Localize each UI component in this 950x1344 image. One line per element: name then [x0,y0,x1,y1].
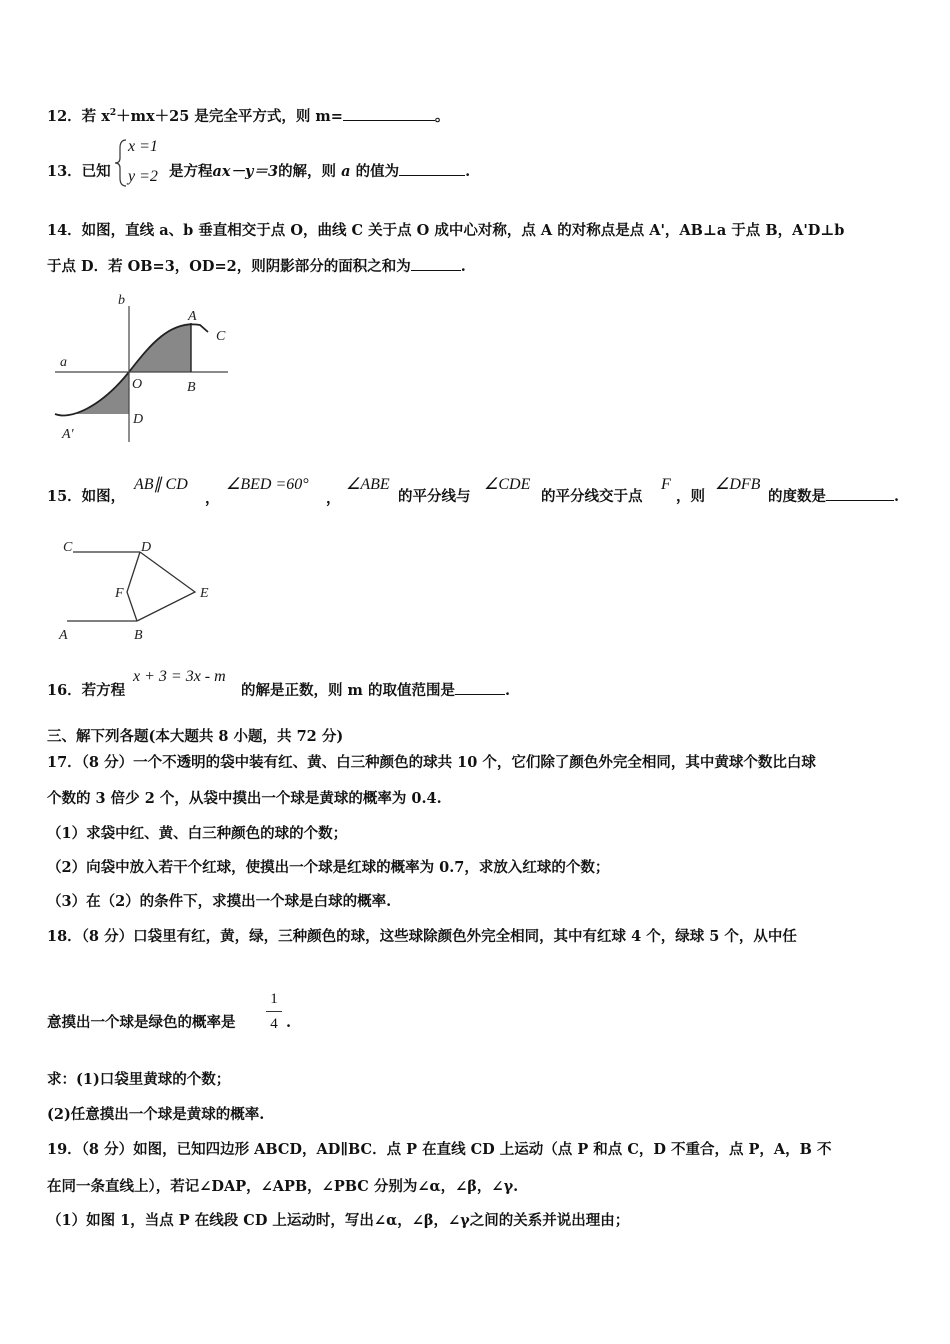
q15-m1: AB∥ CD [134,476,188,493]
path-dfb [127,552,140,621]
q17-part1: （1）求袋中红、黄、白三种颜色的球的个数； [47,825,348,842]
q13-equation: ax－y＝3 [212,163,279,180]
q16-post: 的解是正数，则 m 的取值范围是 [241,682,455,699]
q13-eq2: y =2 [128,168,158,185]
label-C: C [216,329,226,344]
q17-part3: （3）在（2）的条件下，求摸出一个球是白球的概率. [47,893,392,910]
figure-14 [50,290,250,445]
label-A: A [59,628,68,643]
q18-fraction-den: 4 [270,1016,278,1032]
q14-line1: 14．如图，直线 a、b 垂直相交于点 O，曲线 C 关于点 O 成中心对称，点 A 的对称点是点 A'，AB⊥a 于点 B，A'D⊥b [47,222,845,239]
q19-line2: 在同一条直线上），若记∠DAP，∠APB，∠PBC 分别为∠α，∠β，∠γ. [47,1178,519,1195]
shaded-region-lower [70,372,129,414]
q14-end: . [460,258,466,275]
q19-part1: （1）如图 1，当点 P 在线段 CD 上运动时，写出∠α，∠β，∠γ之间的关系并说出理由； [47,1212,630,1229]
q15-sep2: ， [326,490,341,507]
section-3-heading: 三、解下列各题(本大题共 8 小题，共 72 分) [47,728,344,745]
q14-line2 [47,258,466,276]
q14-answer-blank[interactable] [411,270,461,271]
q13-post2: 的值为 [355,163,400,180]
q14-line2-text: 于点 D．若 OB=3，OD=2，则阴影部分的面积之和为 [47,258,411,275]
label-D: D [133,412,144,427]
path-deb [137,552,195,621]
label-E: E [200,586,209,601]
figure-15 [55,535,225,647]
q15-m4: ∠CDE [484,476,531,493]
label-B: B [134,628,143,643]
label-B: B [187,380,196,395]
q18-fraction-num: 1 [270,991,278,1007]
q15-sep1: ， [205,490,220,507]
q15-t3: ，则 [676,488,705,505]
q13-end: . [465,163,471,180]
label-b: b [118,293,125,308]
q13-eq1: x =1 [128,138,158,155]
label-A-prime: A' [62,427,74,442]
q16-answer-blank[interactable] [455,694,505,695]
q17-part2: （2）向袋中放入若干个红球，使摸出一个球是红球的概率为 0.7，求放入红球的个数； [47,859,610,876]
q19-line1: 19．（8 分）如图，已知四边形 ABCD，AD∥BC．点 P 在直线 CD 上运动（点 P 和点 C，D 不重合，点 P，A，B 不 [47,1141,832,1158]
q12-text-post: ＋mx＋25 是完全平方式，则 m= [116,107,343,125]
q12-end: 。 [434,107,450,125]
q16-end: . [504,682,511,699]
q15-t2: 的平分线交于点 [541,488,643,505]
q15-t1: 的平分线与 [398,488,471,505]
q13-text-pre: 13．已知 [47,163,111,180]
brace-icon [115,140,126,186]
q12-text-pre: 12．若 x [47,107,110,125]
q18-ask2: (2)任意摸出一个球是黄球的概率. [47,1106,265,1123]
q15-text-pre: 15．如图， [47,488,126,505]
q12-exponent: 2 [109,108,117,118]
q15-m6: ∠DFB [715,476,761,493]
q18-line2 [47,1014,236,1032]
q18-end: . [286,1014,292,1031]
q13-mid: 是方程 [169,163,213,180]
q13-body [169,163,470,181]
q18-fraction-bar [266,1011,282,1012]
q12-answer-blank[interactable] [343,120,435,121]
label-D: D [141,540,152,555]
q15-end: . [894,488,900,505]
q15-m2: ∠BED =60° [226,476,309,493]
q18-ask1: 求：(1)口袋里黄球的个数； [47,1071,231,1088]
q17-line1: 17．（8 分）一个不透明的袋中装有红、黄、白三种颜色的球共 10 个，它们除了颜色外完全相同，其中黄球个数比白球 [47,754,816,771]
shaded-region-upper [130,323,191,372]
q16-equation: x + 3 = 3x - m [133,668,226,685]
label-F: F [115,586,124,601]
q18-line1: 18．（8 分）口袋里有红，黄，绿，三种颜色的球，这些球除颜色外完全相同，其中有红球 4 个，绿球 5 个，从中任 [47,928,797,945]
label-A: A [188,309,197,324]
question-12 [47,104,449,126]
q15-t4: 的度数是 [768,488,826,505]
q16-body [241,682,510,700]
q17-line2: 个数的 3 倍少 2 个，从袋中摸出一个球是黄球的概率为 0.4. [47,790,442,807]
question-13 [47,163,111,181]
label-C: C [63,540,73,555]
q15-m3: ∠ABE [346,476,390,493]
q13-post: 的解，则 [278,163,337,180]
q16-text-pre: 16．若方程 [47,682,126,699]
label-a: a [60,355,67,370]
q13-answer-blank[interactable] [399,175,465,176]
q18-line2-text: 意摸出一个球是绿色的概率是 [47,1014,236,1031]
q15-tail [768,488,899,506]
label-O: O [132,377,143,392]
q15-answer-blank[interactable] [826,500,894,501]
q13-var: a [341,163,351,180]
q15-m5: F [661,476,671,493]
